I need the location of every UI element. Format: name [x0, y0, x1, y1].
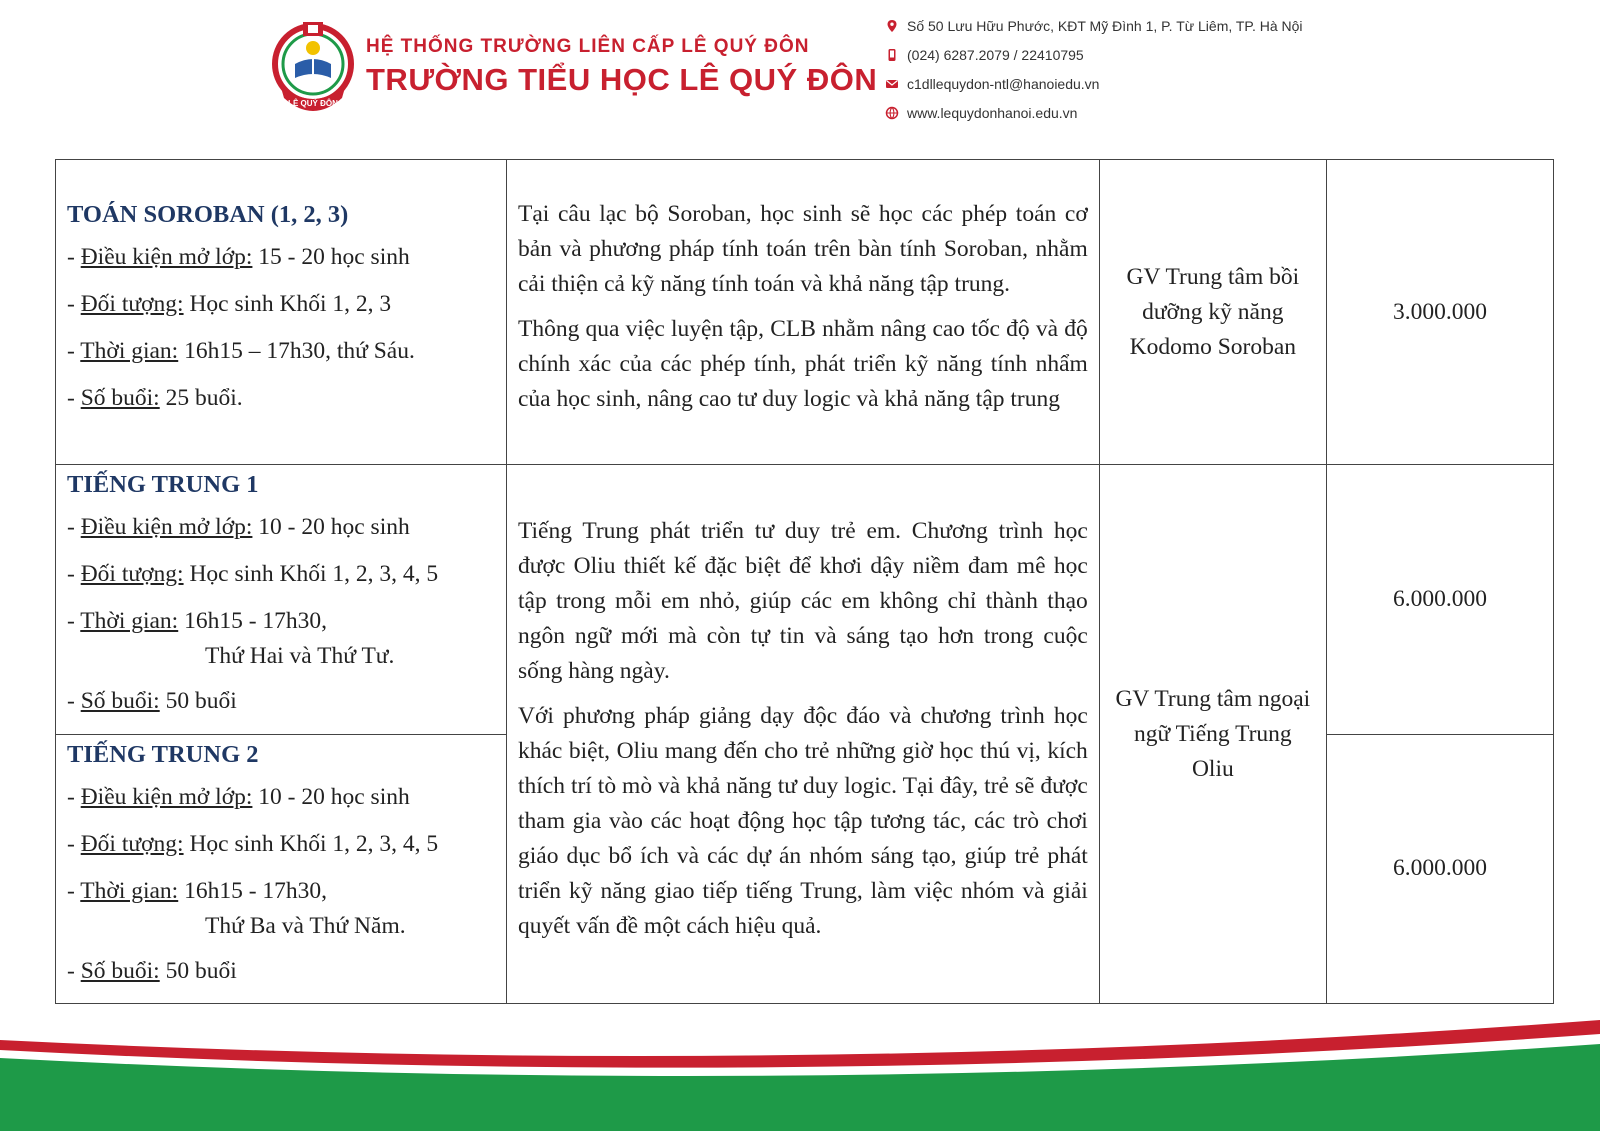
contact-phone	[885, 47, 1084, 63]
description-paragraph: Thông qua việc luyện tập, CLB nhằm nâng cao tốc độ và độ chính xác của các phép tính, phát triển kỹ năng tính nhẩm của học sinh, nâng cao tư duy logic và khả năng tập trung	[517, 316, 1088, 413]
sessions-line: - Số buổi: 25 buổi.	[67, 384, 243, 411]
target-value: Học sinh Khối 1, 2, 3, 4, 5	[189, 561, 439, 588]
sessions-label: Số buổi:	[80, 384, 160, 411]
condition-value: 10 - 20 học sinh	[258, 783, 410, 810]
time-days: Thứ Ba và Thứ Năm.	[205, 912, 406, 939]
fee-cell: 6.000.000	[1326, 734, 1553, 1003]
condition-label: Điều kiện mở lớp:	[80, 514, 253, 541]
time-value: 16h15 – 17h30, thứ Sáu.	[184, 337, 415, 364]
sessions-label: Số buổi:	[80, 688, 160, 715]
globe-icon	[885, 106, 899, 120]
description-paragraph: Với phương pháp giảng dạy độc đáo và chương trình học khác biệt, Oliu mang đến cho trẻ những giờ học thú vị, kích thích trí tò mò và khả năng tư duy logic. Tại đây, trẻ sẽ được tham gia vào các hoạt động học tập tương tác, các trò chơi giáo dục bổ ích và các dự án nhóm sáng tạo, giúp trẻ phát triển kỹ năng giao tiếp tiếng Trung, làm việc nhóm và giải quyết vấn đề một cách hiệu quả.	[517, 703, 1088, 940]
condition-label: Điều kiện mở lớp:	[80, 783, 253, 810]
table-row	[56, 160, 1554, 465]
address-text: Số 50 Lưu Hữu Phước, KĐT Mỹ Đình 1, P. Từ Liêm, TP. Hà Nội	[907, 18, 1303, 34]
sessions-line: - Số buổi: 50 buổi	[67, 688, 237, 715]
club-description-cell	[506, 465, 1099, 1004]
club-info-cell	[56, 734, 507, 1003]
club-info-cell	[56, 465, 507, 734]
condition-line: - Điều kiện mở lớp: 10 - 20 học sinh	[67, 514, 410, 541]
target-line: - Đối tượng: Học sinh Khối 1, 2, 3, 4, 5	[67, 830, 439, 857]
club-title: TIẾNG TRUNG 1	[67, 471, 259, 499]
page-header	[0, 0, 1600, 140]
fee-cell: 6.000.000	[1326, 465, 1553, 734]
phone-text: (024) 6287.2079 / 22410795	[907, 47, 1084, 63]
sessions-value: 50 buổi	[165, 957, 237, 984]
contact-address	[885, 18, 1303, 34]
target-label: Đối tượng:	[80, 561, 184, 588]
time-line: - Thời gian: 16h15 - 17h30,	[67, 608, 328, 635]
footer-wave	[0, 1020, 1600, 1131]
target-line: - Đối tượng: Học sinh Khối 1, 2, 3	[67, 290, 392, 317]
time-line: - Thời gian: 16h15 – 17h30, thứ Sáu.	[67, 337, 415, 364]
table-row	[56, 465, 1554, 734]
fee-cell: 3.000.000	[1326, 160, 1553, 465]
club-info-cell	[56, 160, 507, 465]
mail-icon	[885, 77, 899, 91]
phone-icon	[885, 48, 899, 62]
school-logo	[270, 14, 356, 126]
condition-value: 10 - 20 học sinh	[258, 514, 410, 541]
condition-line: - Điều kiện mở lớp: 10 - 20 học sinh	[67, 783, 410, 810]
time-days: Thứ Hai và Thứ Tư.	[205, 643, 395, 670]
sessions-value: 50 buổi	[165, 688, 237, 715]
school-system-name: HỆ THỐNG TRƯỜNG LIÊN CẤP LÊ QUÝ ĐÔN	[366, 36, 810, 57]
target-label: Đối tượng:	[80, 830, 184, 857]
time-label: Thời gian:	[80, 337, 179, 364]
contact-website	[885, 105, 1077, 121]
time-label: Thời gian:	[80, 877, 179, 904]
time-line: - Thời gian: 16h15 - 17h30,	[67, 877, 328, 904]
contact-email	[885, 76, 1099, 92]
time-value: 16h15 - 17h30,	[184, 877, 328, 904]
time-value: 16h15 - 17h30,	[184, 608, 328, 635]
time-label: Thời gian:	[80, 608, 179, 635]
target-line: - Đối tượng: Học sinh Khối 1, 2, 3, 4, 5	[67, 561, 439, 588]
sessions-value: 25 buổi.	[165, 384, 243, 411]
target-value: Học sinh Khối 1, 2, 3	[189, 290, 392, 317]
description-paragraph: Tại câu lạc bộ Soroban, học sinh sẽ học các phép toán cơ bản và phương pháp tính toán trên bàn tính Soroban, nhằm cải thiện cả kỹ năng tính toán và khả năng tập trung.	[517, 201, 1088, 298]
email-text: c1dllequydon-ntl@hanoiedu.vn	[907, 76, 1100, 92]
club-table	[55, 159, 1554, 1004]
club-description-cell	[506, 160, 1099, 465]
condition-value: 15 - 20 học sinh	[258, 243, 410, 270]
club-title: TOÁN SOROBAN (1, 2, 3)	[67, 200, 349, 228]
sessions-label: Số buổi:	[80, 957, 160, 984]
location-pin-icon	[885, 19, 899, 33]
target-label: Đối tượng:	[80, 290, 184, 317]
sessions-line: - Số buổi: 50 buổi	[67, 957, 237, 984]
description-paragraph: Tiếng Trung phát triển tư duy trẻ em. Chương trình học được Oliu thiết kế đặc biệt để khơi dậy niềm đam mê học tập trong mỗi em nhỏ, giúp các em không chỉ thành thạo ngôn ngữ mới mà còn tự tin và sáng tạo hơn trong cuộc sống hàng ngày.	[517, 518, 1088, 685]
school-name: TRƯỜNG TIỂU HỌC LÊ QUÝ ĐÔN	[366, 62, 878, 97]
teacher-cell: GV Trung tâm ngoại ngữ Tiếng Trung Oliu	[1099, 465, 1326, 1004]
svg-text:LÊ QUÝ ĐÔN: LÊ QUÝ ĐÔN	[288, 99, 338, 108]
website-text: www.lequydonhanoi.edu.vn	[907, 105, 1078, 121]
condition-label: Điều kiện mở lớp:	[80, 243, 253, 270]
condition-line: - Điều kiện mở lớp: 15 - 20 học sinh	[67, 243, 410, 270]
club-title: TIẾNG TRUNG 2	[67, 740, 259, 768]
target-value: Học sinh Khối 1, 2, 3, 4, 5	[189, 830, 439, 857]
teacher-cell: GV Trung tâm bồi dưỡng kỹ năng Kodomo Soroban	[1099, 160, 1326, 465]
